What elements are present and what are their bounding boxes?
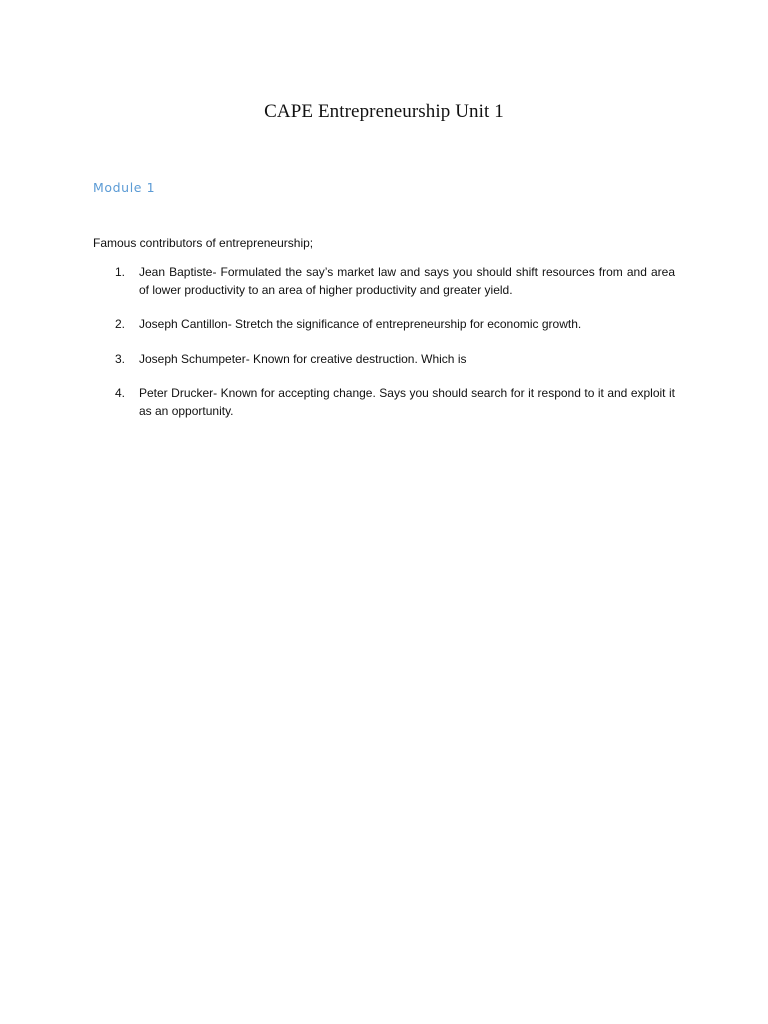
list-item-text: Joseph Cantillon- Stretch the significance of entrepreneurship for economic growth. xyxy=(139,317,582,331)
contributors-list xyxy=(93,264,675,437)
list-item xyxy=(93,351,675,369)
module-heading: Module 1 xyxy=(93,180,156,195)
list-item-number: 4. xyxy=(115,386,126,400)
list-item xyxy=(93,264,675,299)
list-item-number: 3. xyxy=(115,351,126,366)
list-item-number: 1. xyxy=(115,265,126,279)
list-item-number: 2. xyxy=(115,317,126,331)
intro-text: Famous contributors of entrepreneurship; xyxy=(93,236,314,250)
list-item-text: Joseph Schumpeter- Known for creative destruction. Which is xyxy=(139,351,467,366)
list-item xyxy=(93,316,675,334)
list-item xyxy=(93,385,675,420)
document-title: CAPE Entrepreneurship Unit 1 xyxy=(264,101,504,122)
list-item-text: Peter Drucker- Known for accepting change. Says you should search for it respond to it and exploit it as an opportunity. xyxy=(139,386,675,418)
list-item-text: Jean Baptiste- Formulated the say’s market law and says you should shift resources from and area of lower productivity to an area of higher productivity and greater yield. xyxy=(139,265,675,297)
